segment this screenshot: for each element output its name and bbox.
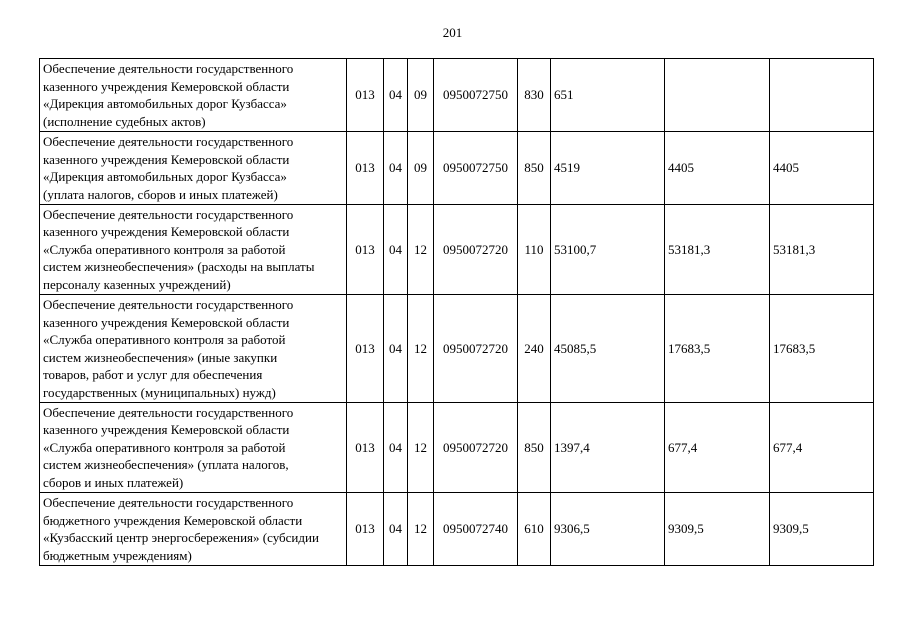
subsection-code: 12 (408, 295, 434, 403)
amount-year-1: 1397,4 (551, 403, 665, 493)
row-description (40, 493, 347, 566)
table-row (40, 205, 874, 295)
description-line: Обеспечение деятельности государственного (43, 404, 294, 420)
description-line: систем жизнеобеспечения» (расходы на выплаты (43, 259, 315, 275)
description-line: «Дирекция автомобильных дорог Кузбасса» (43, 169, 287, 184)
row-description (40, 295, 347, 403)
subsection-code: 09 (408, 132, 434, 205)
amount-year-3: 17683,5 (770, 295, 874, 403)
amount-year-2: 53181,3 (665, 205, 770, 295)
expense-type-code: 610 (518, 493, 551, 566)
ministry-code: 013 (347, 205, 384, 295)
amount-year-1: 45085,5 (551, 295, 665, 403)
table-row (40, 295, 874, 403)
description-line: Обеспечение деятельности государственного (43, 495, 294, 510)
section-code: 04 (384, 493, 408, 566)
description-line: «Служба оперативного контроля за работой (43, 439, 286, 455)
ministry-code: 013 (347, 295, 384, 403)
expense-type-code: 850 (518, 132, 551, 205)
description-line: государственных (муниципальных) нужд) (43, 384, 276, 400)
amount-year-2: 677,4 (665, 403, 770, 493)
description-line: «Дирекция автомобильных дорог Кузбасса» (43, 96, 287, 111)
row-description (40, 403, 347, 493)
amount-year-3: 53181,3 (770, 205, 874, 295)
section-code: 04 (384, 132, 408, 205)
description-line: систем жизнеобеспечения» (уплата налогов, (43, 457, 289, 473)
description-line: «Служба оперативного контроля за работой (43, 241, 286, 257)
ministry-code: 013 (347, 493, 384, 566)
amount-year-1: 9306,5 (551, 493, 665, 566)
ministry-code: 013 (347, 403, 384, 493)
row-description (40, 205, 347, 295)
description-line: казенного учреждения Кемеровской области (43, 314, 290, 330)
description-line: бюджетным учреждениям) (43, 547, 192, 563)
description-line: Обеспечение деятельности государственного (43, 134, 294, 149)
expense-type-code: 240 (518, 295, 551, 403)
expense-type-code: 110 (518, 205, 551, 295)
table-row (40, 59, 874, 132)
expense-type-code: 850 (518, 403, 551, 493)
budget-table (39, 58, 874, 566)
target-article-code: 0950072750 (434, 59, 518, 132)
section-code: 04 (384, 403, 408, 493)
table-row (40, 403, 874, 493)
description-line: систем жизнеобеспечения» (иные закупки (43, 349, 278, 365)
amount-year-3: 677,4 (770, 403, 874, 493)
description-line: Обеспечение деятельности государственного (43, 61, 294, 76)
description-line: казенного учреждения Кемеровской области (43, 151, 290, 167)
table-row (40, 493, 874, 566)
page-number: 201 (442, 25, 463, 40)
row-description (40, 132, 347, 205)
amount-year-3: 9309,5 (770, 493, 874, 566)
amount-year-2: 9309,5 (665, 493, 770, 566)
description-line: казенного учреждения Кемеровской области (43, 422, 290, 438)
amount-year-1: 651 (551, 59, 665, 132)
ministry-code: 013 (347, 59, 384, 132)
amount-year-2 (665, 59, 770, 132)
description-line: персоналу казенных учреждений) (43, 276, 231, 292)
amount-year-2: 17683,5 (665, 295, 770, 403)
ministry-code: 013 (347, 132, 384, 205)
section-code: 04 (384, 59, 408, 132)
amount-year-1: 53100,7 (551, 205, 665, 295)
description-line: казенного учреждения Кемеровской области (43, 78, 290, 94)
description-line: товаров, работ и услуг для обеспечения (43, 367, 263, 382)
amount-year-3: 4405 (770, 132, 874, 205)
description-line: «Служба оперативного контроля за работой (43, 332, 286, 347)
description-line: казенного учреждения Кемеровской области (43, 224, 290, 240)
section-code: 04 (384, 205, 408, 295)
description-line: Обеспечение деятельности государственного (43, 206, 294, 222)
subsection-code: 09 (408, 59, 434, 132)
amount-year-2: 4405 (665, 132, 770, 205)
description-line: бюджетного учреждения Кемеровской области (43, 512, 303, 528)
target-article-code: 0950072740 (434, 493, 518, 566)
subsection-code: 12 (408, 403, 434, 493)
subsection-code: 12 (408, 493, 434, 566)
description-line: сборов и иных платежей) (43, 474, 184, 490)
row-description (40, 59, 347, 132)
target-article-code: 0950072720 (434, 403, 518, 493)
target-article-code: 0950072750 (434, 132, 518, 205)
target-article-code: 0950072720 (434, 205, 518, 295)
expense-type-code: 830 (518, 59, 551, 132)
target-article-code: 0950072720 (434, 295, 518, 403)
description-line: «Кузбасский центр энергосбережения» (субсидии (43, 530, 319, 545)
table-body (40, 59, 874, 566)
description-line: (уплата налогов, сборов и иных платежей) (43, 186, 278, 202)
description-line: (исполнение судебных актов) (43, 113, 206, 129)
description-line: Обеспечение деятельности государственного (43, 297, 294, 312)
subsection-code: 12 (408, 205, 434, 295)
amount-year-1: 4519 (551, 132, 665, 205)
amount-year-3 (770, 59, 874, 132)
section-code: 04 (384, 295, 408, 403)
table-row (40, 132, 874, 205)
